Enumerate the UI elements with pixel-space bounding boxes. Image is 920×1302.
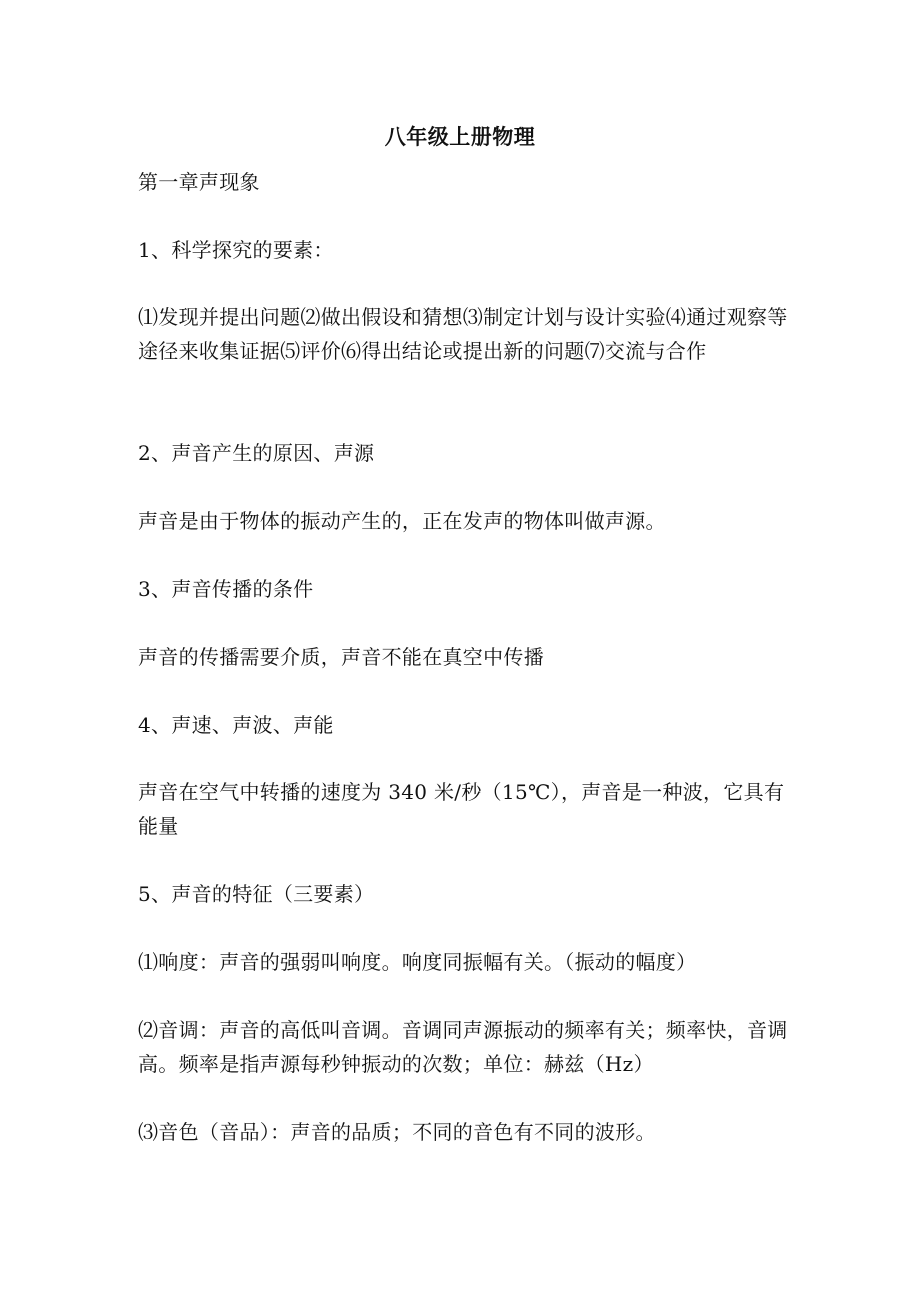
section-5-item-2: ⑵音调：声音的高低叫音调。音调同声源振动的频率有关；频率快，音调高。频率是指声源每秒钟振动的次数；单位：赫兹（Hz）: [138, 1018, 788, 1076]
section-5-item-1: ⑴响度：声音的强弱叫响度。响度同振幅有关。（振动的幅度）: [138, 950, 697, 974]
section-5-heading: 5、声音的特征（三要素）: [138, 882, 375, 906]
section-2-body: 声音是由于物体的振动产生的，正在发声的物体叫做声源。: [138, 509, 666, 533]
section-3-heading: 3、声音传播的条件: [138, 577, 314, 601]
section-2-heading: 2、声音产生的原因、声源: [138, 441, 375, 465]
section-1-heading: 1、科学探究的要素：: [138, 238, 334, 262]
document-title: 八年级上册物理: [384, 124, 536, 149]
section-1-body: ⑴发现并提出问题⑵做出假设和猜想⑶制定计划与设计实验⑷通过观察等途径来收集证据⑸评价⑹得出结论或提出新的问题⑺交流与合作: [138, 305, 788, 363]
section-3-body: 声音的传播需要介质，声音不能在真空中传播: [138, 645, 544, 669]
section-5-item-3: ⑶音色（音品）：声音的品质；不同的音色有不同的波形。: [138, 1120, 656, 1144]
section-4-heading: 4、声速、声波、声能: [138, 713, 334, 737]
section-4-body: 声音在空气中转播的速度为 340 米/秒（15℃），声音是一种波，它具有能量: [138, 780, 785, 838]
chapter-heading: 第一章声现象: [138, 170, 260, 194]
